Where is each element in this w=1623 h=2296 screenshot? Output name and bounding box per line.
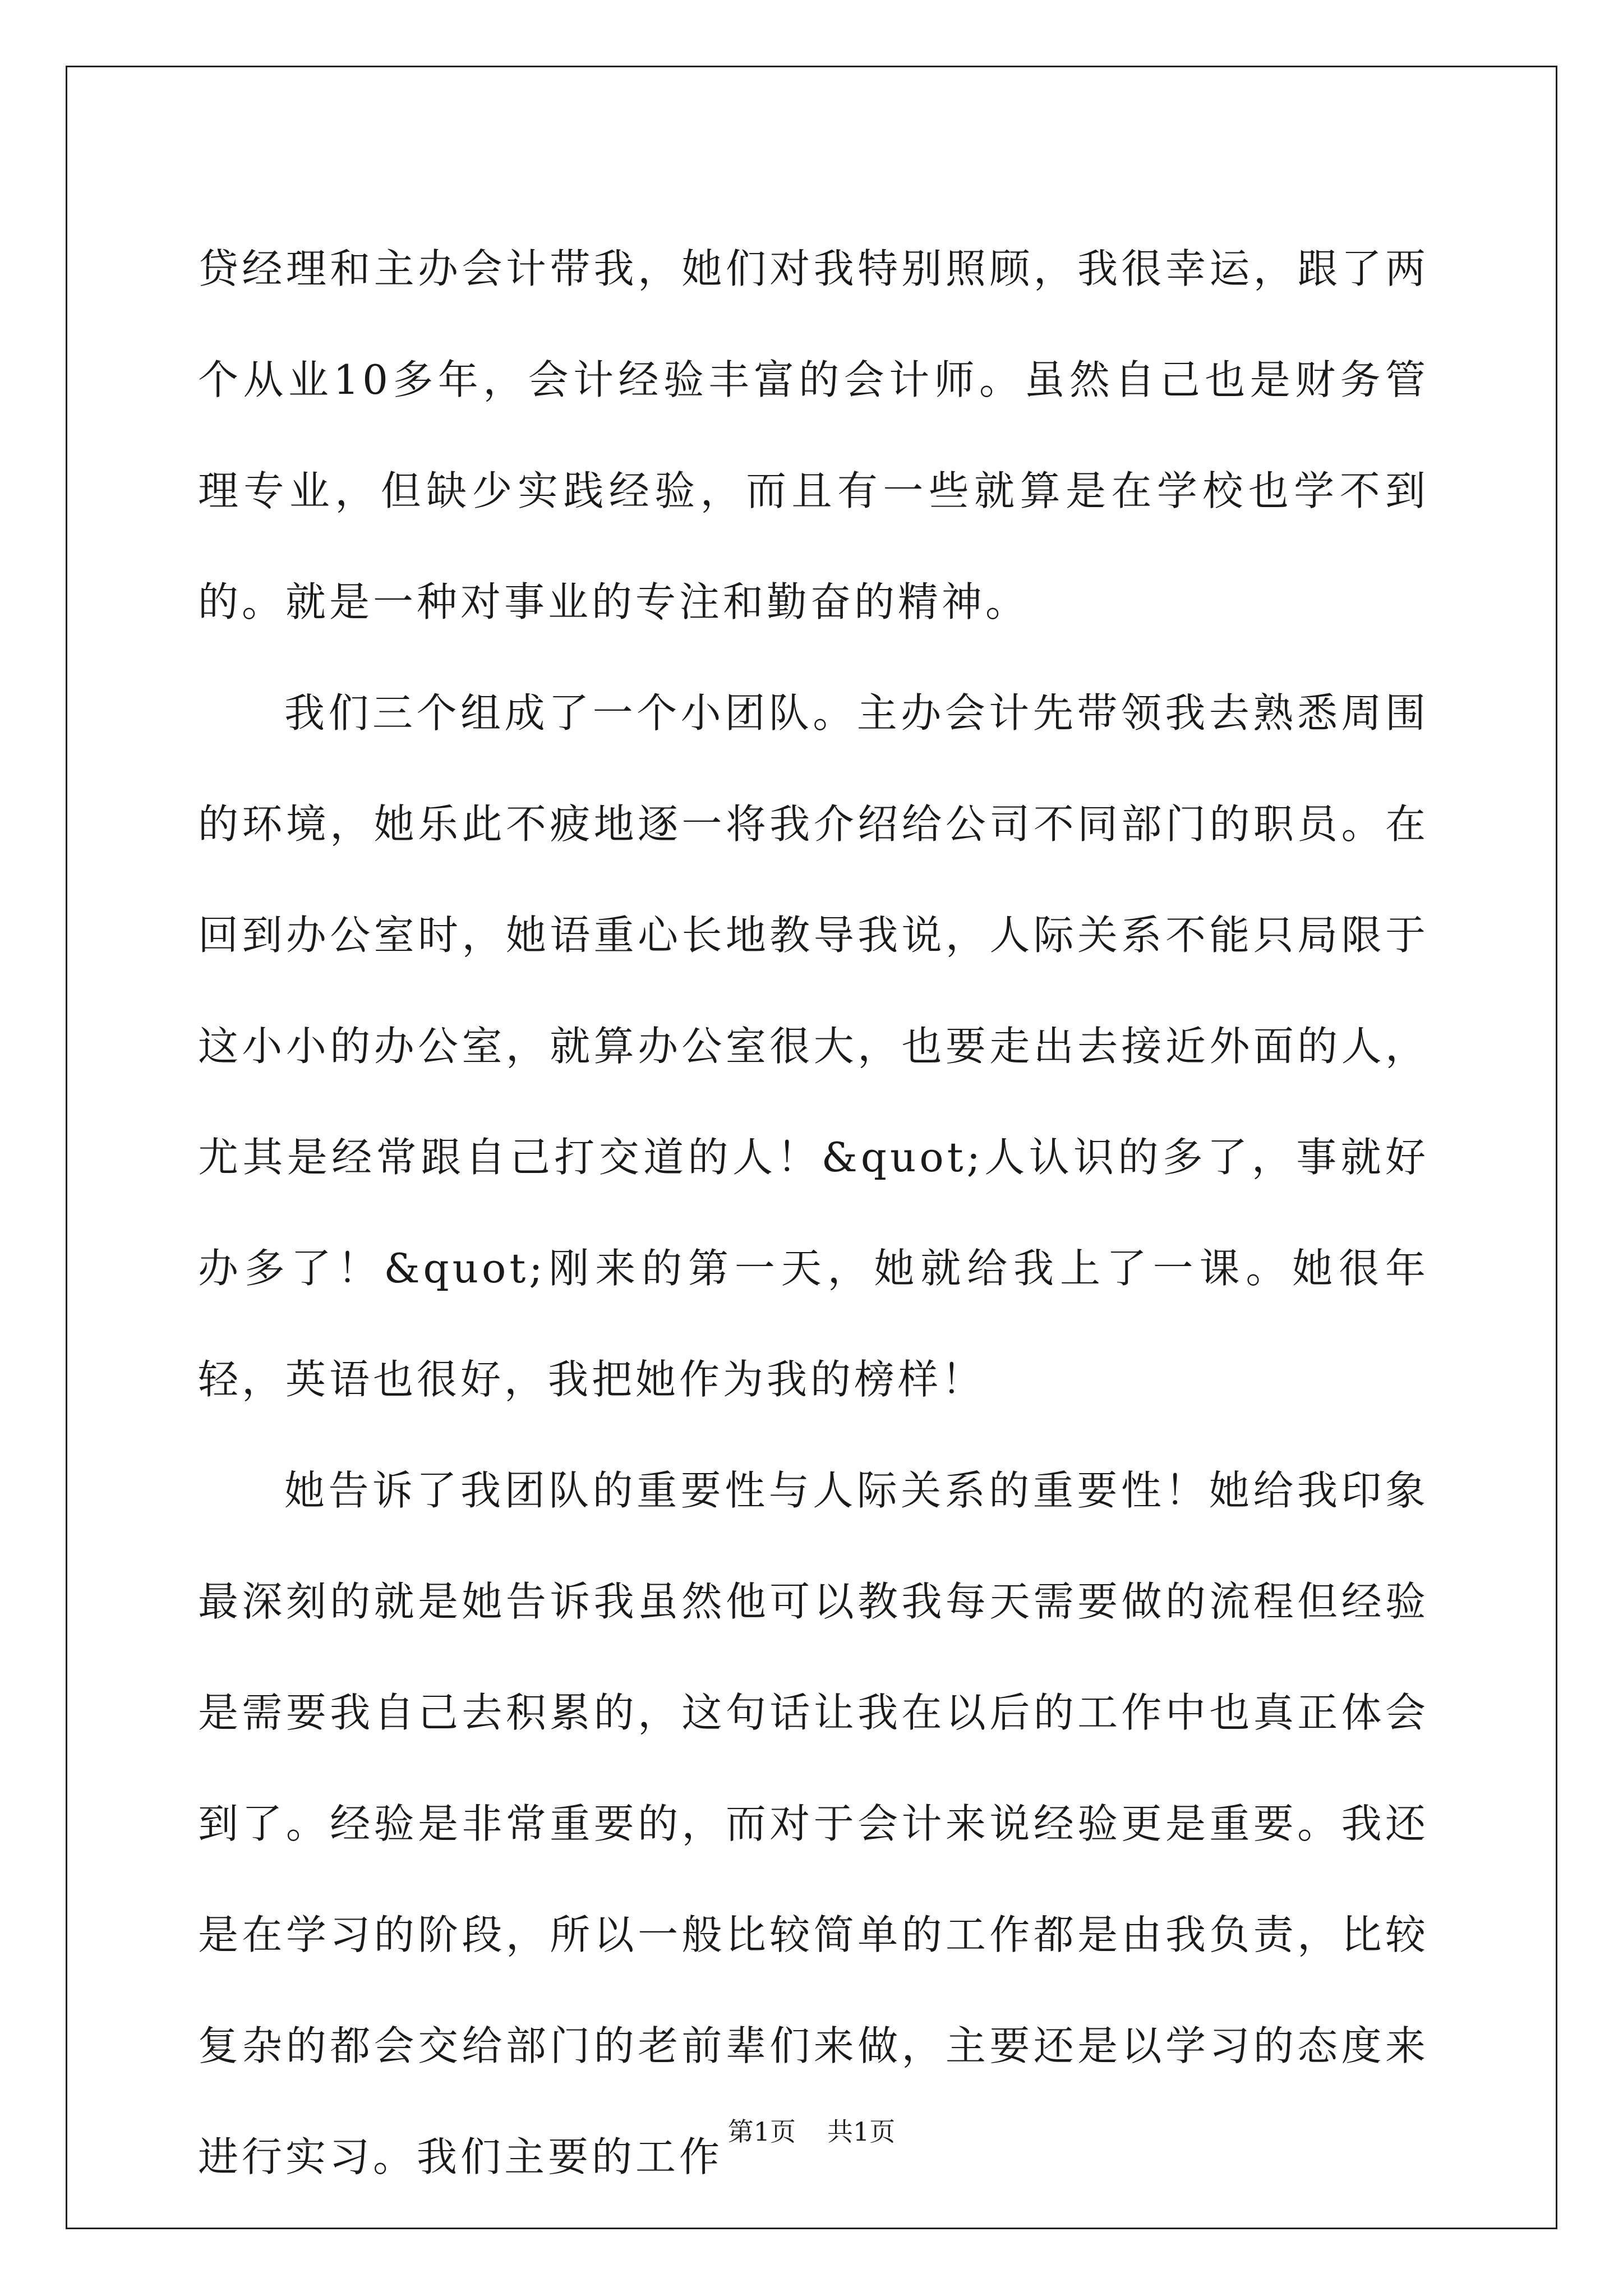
page-number: 第1页: [727, 2116, 796, 2147]
paragraph-3: 她告诉了我团队的重要性与人际关系的重要性！她给我印象最深刻的就是她告诉我虽然他可以教我每天需要做的流程但经验是需要我自己去积累的，这句话让我在以后的工作中也真正体会到了。经验是非常重要的，而对于会计来说经验更是重要。我还是在学习的阶段，所以一般比较简单的工作都是由我负责，比较复杂的都会交给部门的老前辈们来做，主要还是以学习的态度来进行实习。我们主要的工作: [198, 1467, 1429, 2180]
paragraph-2: 我们三个组成了一个小团队。主办会计先带领我去熟悉周围的环境，她乐此不疲地逐一将我介绍给公司不同部门的职员。在回到办公室时，她语重心长地教导我说，人际关系不能只局限于这小小的办公室，就算办公室很大，也要走出去接近外面的人，尤其是经常跟自己打交道的人！&quot;人认识的多了，事就好办多了！&quot;刚来的第一天，她就给我上了一课。她很年轻，英语也很好，我把她作为我的榜样！: [198, 689, 1429, 1403]
paragraph-1: 贷经理和主办会计带我，她们对我特别照顾，我很幸运，跟了两个从业10多年，会计经验丰富的会计师。虽然自己也是财务管理专业，但缺少实践经验，而且有一些就算是在学校也学不到的。就是一种对事业的专注和勤奋的精神。: [198, 245, 1429, 625]
page-footer: [0, 2115, 1623, 2148]
page-total: 共1页: [827, 2116, 896, 2147]
document-body: [198, 213, 1429, 2212]
